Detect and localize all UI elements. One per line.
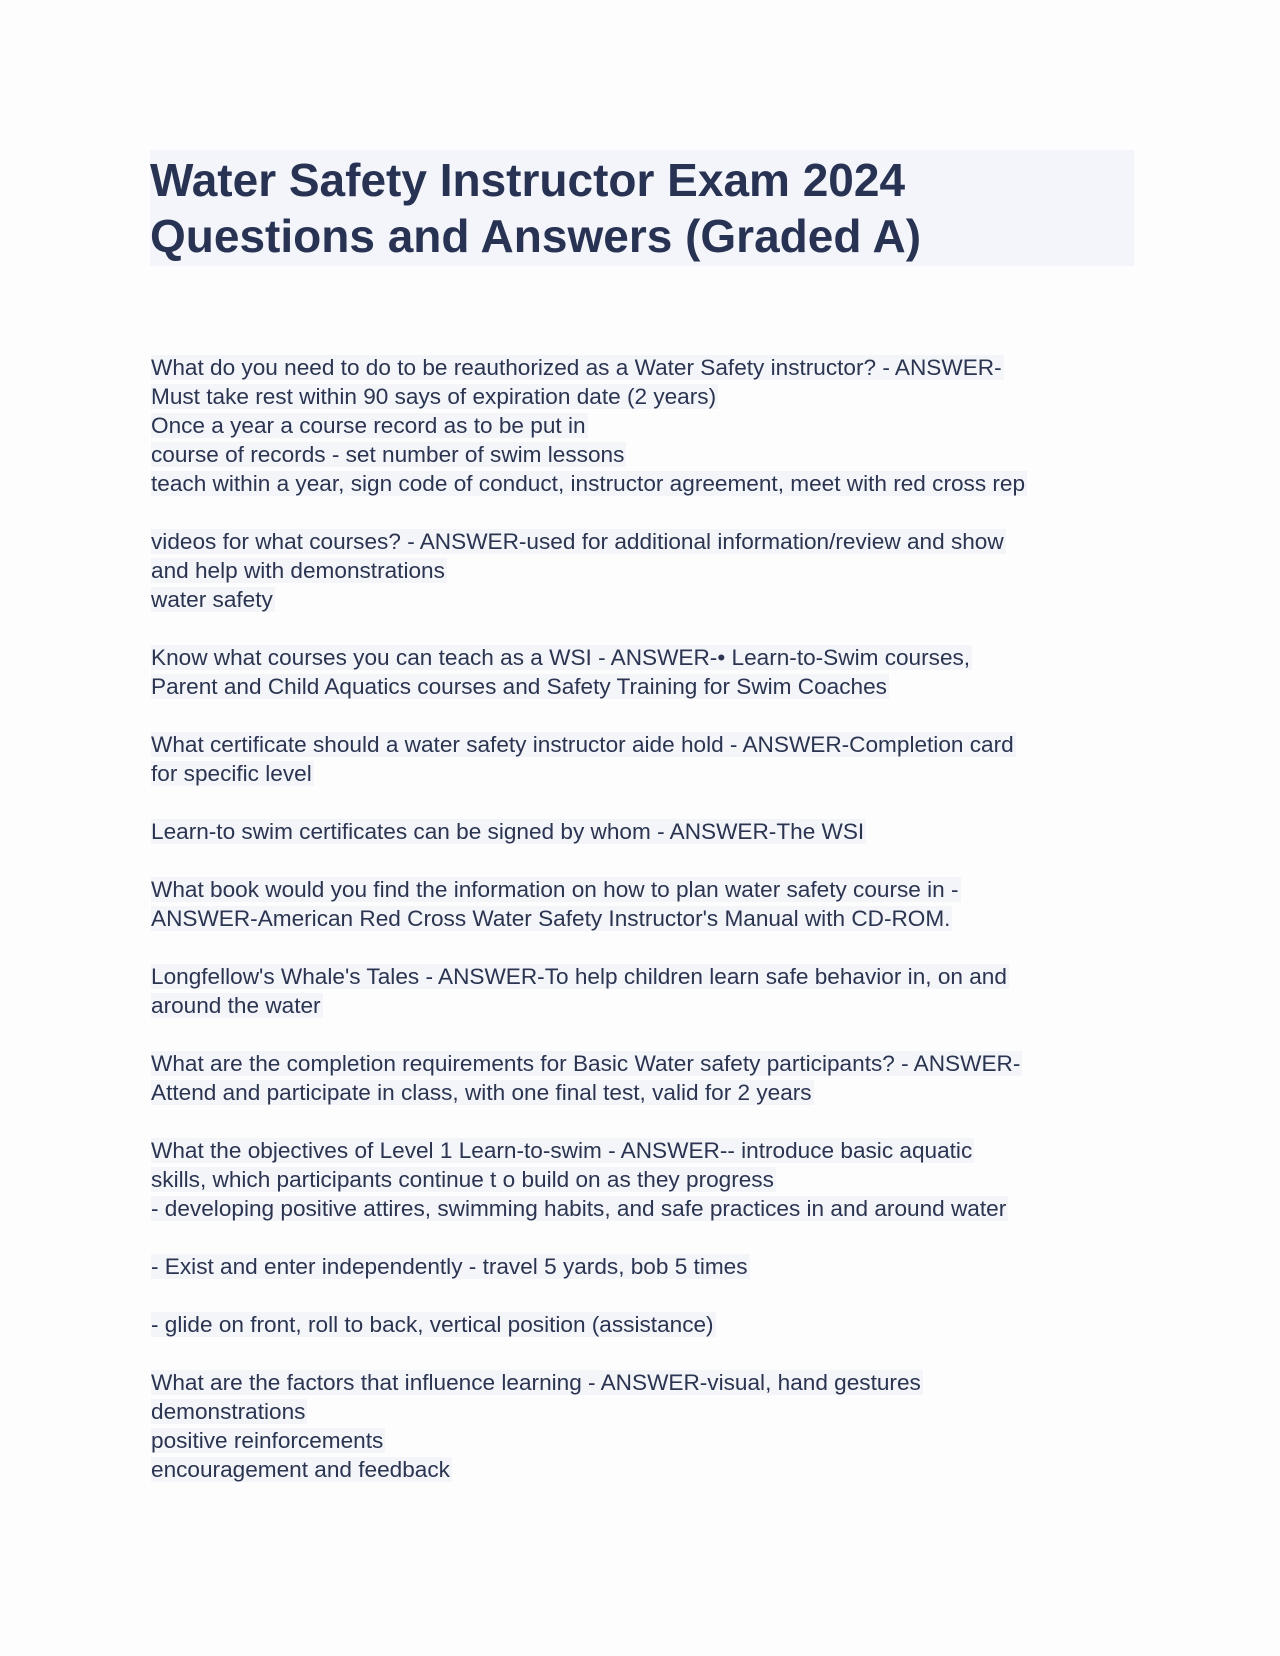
qa-line: [151, 1252, 1141, 1281]
qa-line: [151, 1165, 1141, 1194]
qa-line: [151, 759, 1141, 788]
qa-line-text: around the water: [151, 993, 321, 1018]
qa-line-text: for specific level: [151, 761, 312, 786]
qa-line-text: What are the factors that influence learning - ANSWER-visual, hand gestures: [151, 1370, 921, 1395]
qa-line: [151, 1078, 1141, 1107]
qa-line: [151, 1426, 1141, 1455]
qa-entry: [151, 1136, 1141, 1223]
qa-entry: [151, 1368, 1141, 1484]
qa-line-text: and help with demonstrations: [151, 558, 445, 583]
qa-line-text: Parent and Child Aquatics courses and Safety Training for Swim Coaches: [151, 674, 887, 699]
qa-line: [151, 382, 1141, 411]
qa-entry: [151, 1310, 1141, 1339]
qa-line-text: - Exist and enter independently - travel 5 yards, bob 5 times: [151, 1254, 748, 1279]
title-line: Water Safety Instructor Exam 2024: [150, 154, 906, 206]
qa-line: [151, 585, 1141, 614]
qa-line-text: skills, which participants continue t o build on as they progress: [151, 1167, 774, 1192]
qa-line-text: What book would you find the information on how to plan water safety course in -: [151, 877, 959, 902]
qa-line: [151, 672, 1141, 701]
qa-list: [151, 353, 1141, 1513]
qa-entry: [151, 817, 1141, 846]
qa-entry: [151, 643, 1141, 701]
qa-line-text: What certificate should a water safety instructor aide hold - ANSWER-Completion card: [151, 732, 1014, 757]
qa-line: [151, 1310, 1141, 1339]
qa-line-text: Know what courses you can teach as a WSI - ANSWER-• Learn-to-Swim courses,: [151, 645, 971, 670]
qa-line-text: What the objectives of Level 1 Learn-to-swim - ANSWER-- introduce basic aquatic: [151, 1138, 973, 1163]
qa-line: [151, 1049, 1141, 1078]
qa-line-text: positive reinforcements: [151, 1428, 384, 1453]
qa-line: [151, 962, 1141, 991]
qa-line-text: - glide on front, roll to back, vertical position (assistance): [151, 1312, 714, 1337]
qa-line-text: Once a year a course record as to be put in: [151, 413, 586, 438]
qa-line: [151, 1194, 1141, 1223]
qa-line: [151, 991, 1141, 1020]
qa-line: [151, 556, 1141, 585]
qa-line: [151, 1368, 1141, 1397]
qa-line: [151, 643, 1141, 672]
qa-line-text: course of records - set number of swim lessons: [151, 442, 625, 467]
qa-line-text: Attend and participate in class, with one final test, valid for 2 years: [151, 1080, 812, 1105]
qa-entry: [151, 875, 1141, 933]
qa-line: [151, 1455, 1141, 1484]
document-title: [150, 150, 1134, 266]
qa-line: [151, 353, 1141, 382]
qa-line-text: What are the completion requirements for Basic Water safety participants? - ANSWER-: [151, 1051, 1021, 1076]
qa-line-text: demonstrations: [151, 1399, 306, 1424]
qa-line-text: encouragement and feedback: [151, 1457, 450, 1482]
qa-line-text: - developing positive attires, swimming habits, and safe practices in and around water: [151, 1196, 1007, 1221]
qa-line: [151, 440, 1141, 469]
qa-line-text: Must take rest within 90 says of expiration date (2 years): [151, 384, 717, 409]
qa-line-text: Longfellow's Whale's Tales - ANSWER-To help children learn safe behavior in, on and: [151, 964, 1007, 989]
qa-line: [151, 904, 1141, 933]
qa-line-text: water safety: [151, 587, 273, 612]
qa-line: [151, 817, 1141, 846]
qa-line: [151, 527, 1141, 556]
title-line: Questions and Answers (Graded A): [150, 210, 922, 262]
qa-line-text: teach within a year, sign code of conduct, instructor agreement, meet with red cross rep: [151, 471, 1026, 496]
qa-entry: [151, 1252, 1141, 1281]
qa-entry: [151, 1049, 1141, 1107]
qa-line: [151, 875, 1141, 904]
qa-line-text: Learn-to swim certificates can be signed by whom - ANSWER-The WSI: [151, 819, 865, 844]
qa-entry: [151, 353, 1141, 498]
qa-line: [151, 730, 1141, 759]
qa-line-text: What do you need to do to be reauthorized as a Water Safety instructor? - ANSWER-: [151, 355, 1002, 380]
qa-line-text: videos for what courses? - ANSWER-used for additional information/review and show: [151, 529, 1004, 554]
qa-line: [151, 1136, 1141, 1165]
qa-entry: [151, 962, 1141, 1020]
qa-entry: [151, 527, 1141, 614]
qa-entry: [151, 730, 1141, 788]
qa-line: [151, 1397, 1141, 1426]
qa-line: [151, 469, 1141, 498]
qa-line-text: ANSWER-American Red Cross Water Safety Instructor's Manual with CD-ROM.: [151, 906, 951, 931]
qa-line: [151, 411, 1141, 440]
